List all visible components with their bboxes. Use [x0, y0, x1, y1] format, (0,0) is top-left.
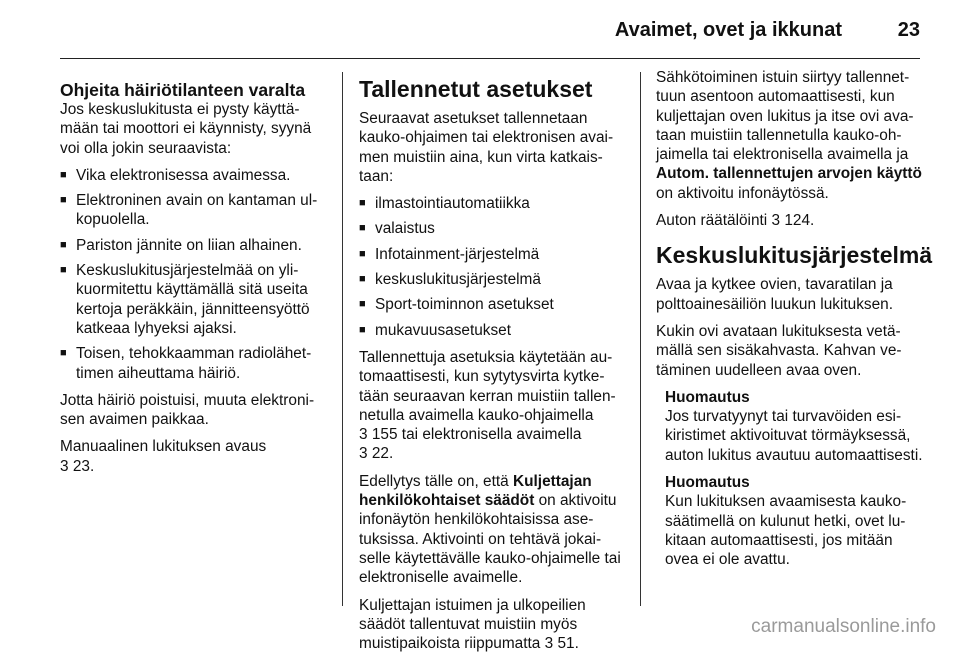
- column-2: [359, 68, 627, 661]
- note-text: Kun lukituksen avaamisesta kauko-säätimellä on kulunut hetki, ovet lukitaan automaattisesti, jos mitään ovea ei ole avattu.: [665, 493, 907, 569]
- paragraph: Kuljettajan istuimen ja ulkopeilien säädöt tallentuvat muistiin myös muistipaikoista riippumatta 3 51.: [359, 596, 586, 653]
- list-item: ■ keskuslukitusjärjestelmä: [359, 270, 627, 289]
- section-heading-troubleshooting: Ohjeita häiriötilanteen varalta: [60, 80, 306, 100]
- column-3: [656, 68, 933, 578]
- page-reference: 3 23.: [60, 457, 95, 475]
- page-header: [60, 0, 920, 59]
- setting-name: Autom. tallennettujen arvojen käyttö: [656, 165, 922, 183]
- paragraph-text: Manuaalinen lukituksen avaus: [60, 438, 267, 456]
- list-item: ■ Keskuslukitusjärjestelmää on ylikuormitettu käyttämällä sitä useita kertoja peräkkäin, jännitteensyöttö katkeaa lyhyeksi ajaksi.: [60, 261, 328, 338]
- setting-name: Kuljettajan henkilökohtaiset säädöt: [359, 472, 592, 510]
- paragraph: Avaa ja kytkee ovien, tavaratilan ja polttoainesäiliön luukun lukituksen.: [656, 276, 893, 313]
- list-item: ■ valaistus: [359, 219, 627, 238]
- list-item: ■ Sport-toiminnon asetukset: [359, 295, 627, 314]
- note-title: Huomautus: [665, 474, 750, 492]
- column-1: [60, 68, 328, 484]
- paragraph-text: Edellytys tälle on, että: [359, 472, 513, 490]
- paragraph: Jos keskuslukitusta ei pysty käyttämään tai moottori ei käynnisty, syynä voi olla jokin seuraavista:: [60, 101, 312, 157]
- note-title: Huomautus: [665, 388, 750, 406]
- note-box: [656, 388, 924, 465]
- paragraph: [359, 348, 627, 464]
- section-heading-central-locking: Keskuslukitusjärjestelmä: [656, 242, 933, 269]
- note-box: [656, 473, 924, 569]
- paragraph: [359, 472, 627, 588]
- paragraph-text: Tallennettuja asetuksia käytetään automaattisesti, kun sytytysvirta kytketään seuraavan kerran muistiin tallennetulla avaimella kauko-ohjaimella: [359, 348, 616, 424]
- paragraph-text: on aktivoitu infonäytössä.: [656, 184, 829, 202]
- list-item: ■ Elektroninen avain on kantaman ulkopuolella.: [60, 191, 328, 230]
- paragraph: Jotta häiriö poistuisi, muuta elektronisen avaimen paikkaa.: [60, 391, 315, 429]
- list-item: ■ ilmastointiautomatiikka: [359, 194, 627, 213]
- list-item: ■ Infotainment-järjestelmä: [359, 245, 627, 264]
- page-reference: 3 155 tai elektronisella avaimella: [359, 426, 582, 444]
- paragraph-text: on aktivoitu infonäytön henkilökohtaisissa asetuksissa. Aktivointi on tehtävä jokaiselle käytettävälle kauko-ohjaimelle tai elektroniselle avaimelle.: [359, 492, 621, 587]
- watermark: carmanualsonline.info: [751, 616, 936, 637]
- paragraph: Kukin ovi avataan lukituksesta vetämällä sen sisäkahvasta. Kahvan vetäminen uudelleen avaa oven.: [656, 322, 902, 379]
- paragraph: Seuraavat asetukset tallennetaan kauko-ohjaimen tai elektronisen avaimen muistiin aina, kun virta katkaistaan:: [359, 110, 614, 185]
- page-title: Avaimet, ovet ja ikkunat: [614, 19, 842, 41]
- paragraph: [656, 68, 924, 203]
- bullet-list: [359, 194, 627, 340]
- list-item: ■ Vika elektronisessa avaimessa.: [60, 166, 328, 185]
- list-item: ■ mukavuusasetukset: [359, 321, 627, 340]
- column-divider-2: [640, 72, 641, 606]
- section-heading-saved-settings: Tallennetut asetukset: [359, 76, 593, 102]
- column-divider-1: [342, 72, 343, 606]
- page-reference: 3 22.: [359, 445, 394, 463]
- list-item: ■ Toisen, tehokkaamman radiolähettimen aiheuttama häiriö.: [60, 344, 328, 383]
- note-text: Jos turvatyynyt tai turvavöiden esikiristimet aktivoituvat törmäyksessä, auton lukitus avautuu automaattisesti.: [665, 408, 923, 464]
- page-number: 23: [897, 19, 920, 41]
- list-item: ■ Pariston jännite on liian alhainen.: [60, 236, 328, 255]
- paragraph-text: Sähkötoiminen istuin siirtyy tallennettuun asentoon automaattisesti, kun kuljettajan oven lukitus ja itse ovi avataan muistiin tallennetulla kauko-ohjaimella tai elektronisella avaimella ja: [656, 69, 914, 164]
- paragraph: [60, 437, 328, 476]
- bullet-list: [60, 166, 328, 383]
- paragraph: Auton räätälöinti 3 124.: [656, 212, 815, 230]
